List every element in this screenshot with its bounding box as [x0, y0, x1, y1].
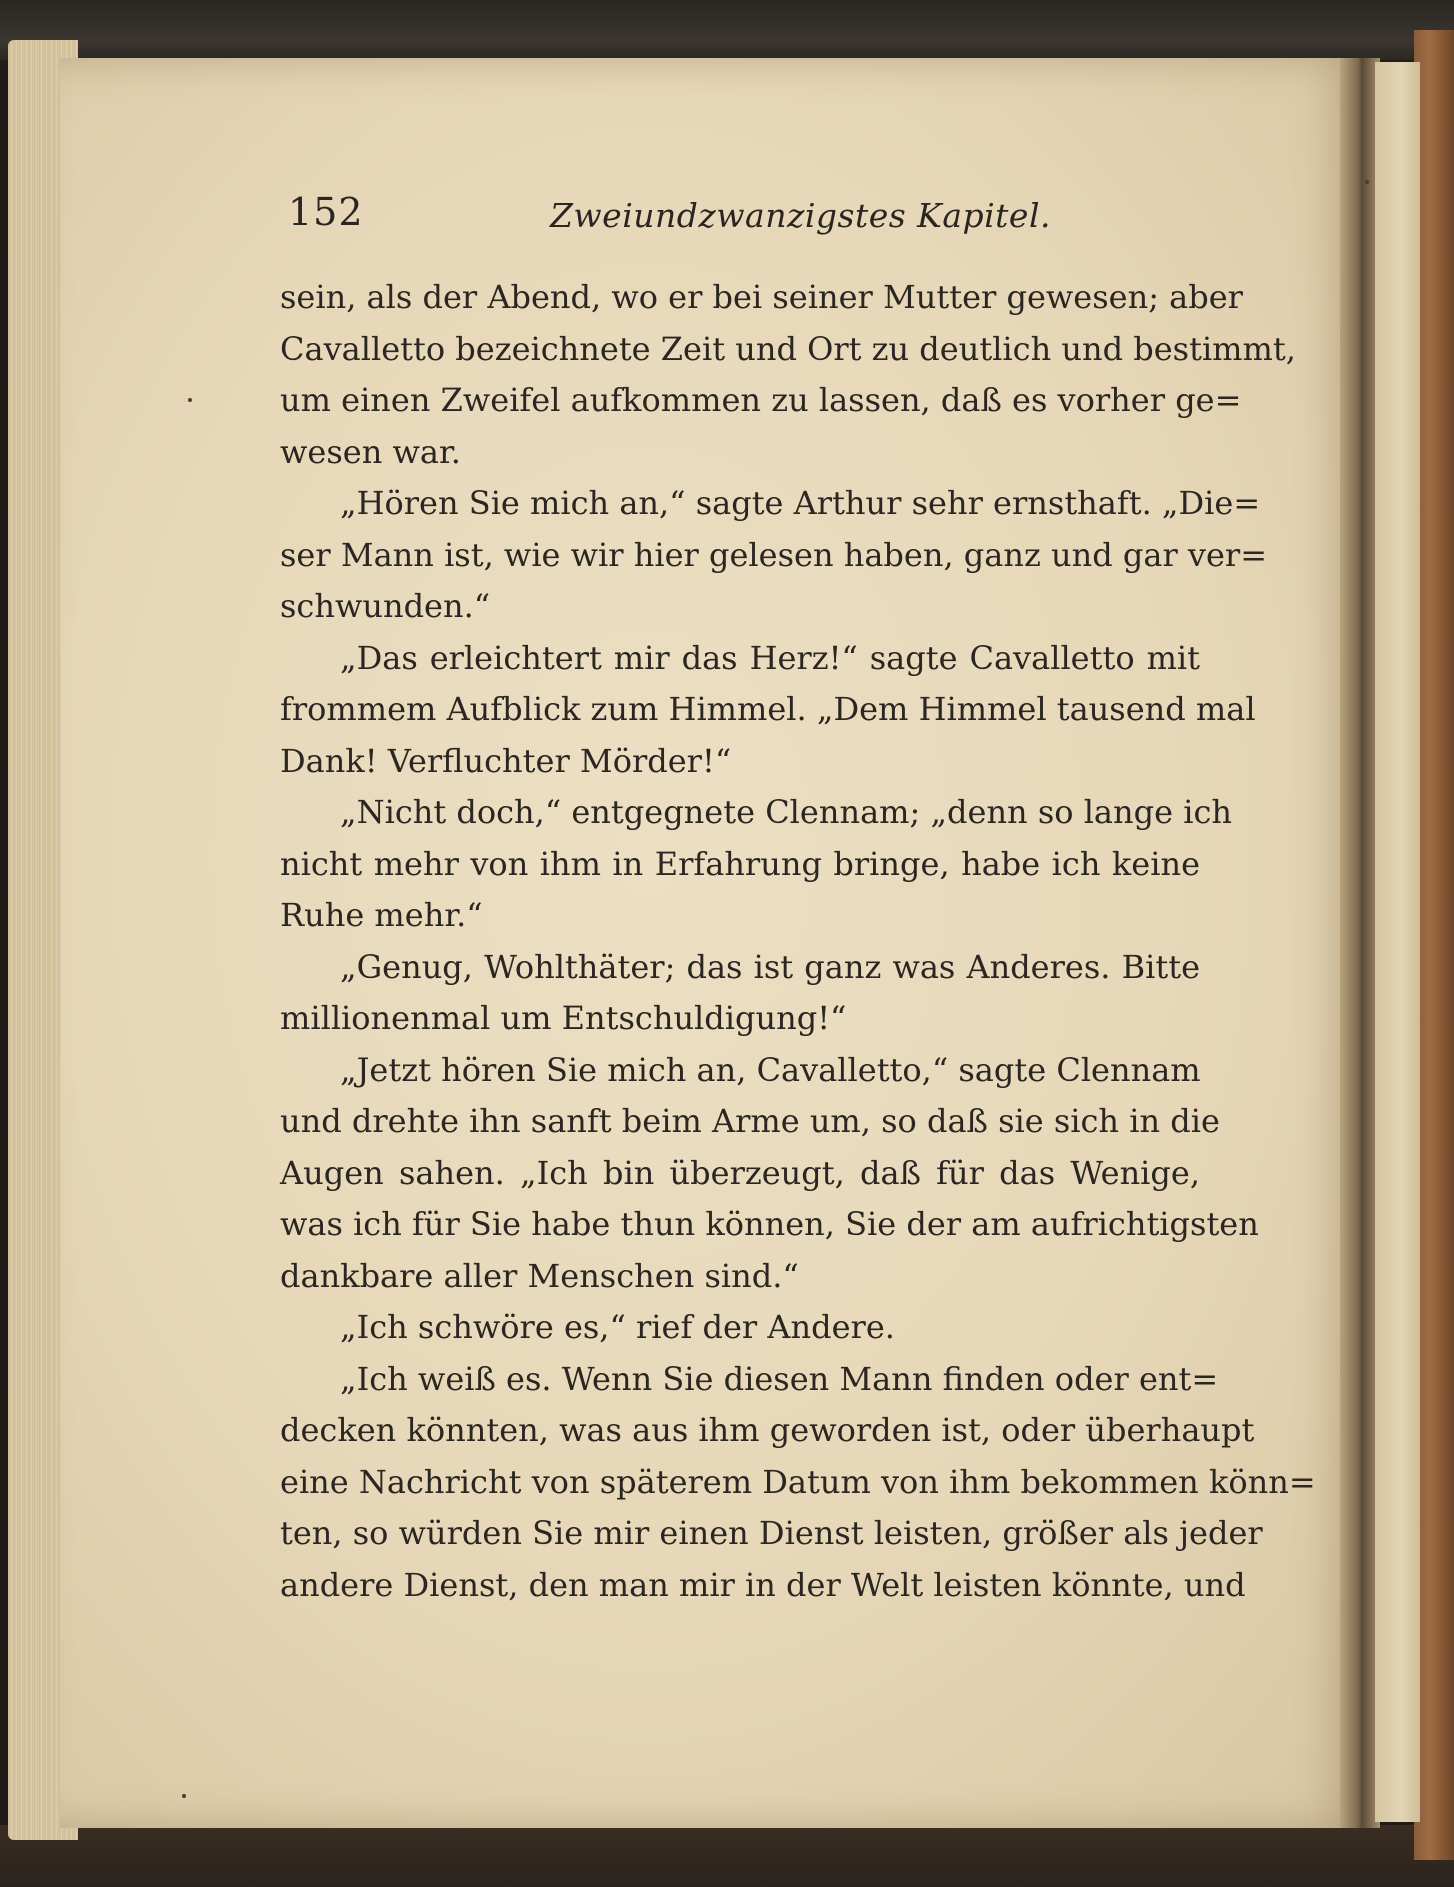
text-line: „Das erleichtert mir das Herz!“ sagte Cavalletto mit — [340, 638, 1200, 677]
text-line: nicht mehr von ihm in Erfahrung bringe, habe ich keine — [280, 844, 1200, 883]
running-head: Zweiundzwanzigstes Kapitel. — [550, 196, 1052, 235]
text-line: ser Mann ist, wie wir hier gelesen haben, ganz und gar ver= — [280, 535, 1268, 574]
text-line: schwunden.“ — [280, 587, 491, 625]
page-header — [288, 190, 1188, 250]
text-line: eine Nachricht von späterem Datum von ihm bekommen könn= — [280, 1462, 1316, 1501]
text-line: Augen sahen. „Ich bin überzeugt, daß für das Wenige, — [280, 1153, 1200, 1192]
text-line: „Nicht doch,“ entgegnete Clennam; „denn so lange ich — [340, 793, 1232, 831]
text-line: sein, als der Abend, wo er bei seiner Mutter gewesen; aber — [280, 278, 1243, 316]
text-line: andere Dienst, den man mir in der Welt leisten könnte, und — [280, 1565, 1246, 1604]
paper-speck — [1365, 180, 1369, 184]
text-line: „Ich weiß es. Wenn Sie diesen Mann finden oder ent= — [340, 1359, 1219, 1398]
gutter — [1340, 58, 1380, 1828]
paper-speck — [188, 398, 192, 402]
text-line: „Genug, Wohlthäter; das ist ganz was Anderes. Bitte — [340, 947, 1200, 986]
paper-speck — [182, 1794, 186, 1798]
text-line: was ich für Sie habe thun können, Sie der am aufrichtigsten — [280, 1205, 1259, 1243]
text-line: wesen war. — [280, 432, 461, 471]
binding-bottom — [0, 1825, 1454, 1887]
cover-edge — [1414, 30, 1454, 1860]
facing-page-edge — [1375, 62, 1420, 1822]
page-number: 152 — [288, 190, 364, 234]
text-line: dankbare aller Menschen sind.“ — [280, 1256, 799, 1295]
text-line: ten, so würden Sie mir einen Dienst leisten, größer als jeder — [280, 1514, 1263, 1552]
text-line: „Ich schwöre es,“ rief der Andere. — [340, 1308, 895, 1346]
text-line: millionenmal um Entschuldigung!“ — [280, 999, 847, 1037]
text-line: Dank! Verfluchter Mörder!“ — [280, 741, 732, 780]
binding-top — [0, 0, 1454, 60]
text-line: frommem Aufblick zum Himmel. „Dem Himmel tausend mal — [280, 690, 1256, 728]
text-line: Cavalletto bezeichnete Zeit und Ort zu deutlich und bestimmt, — [280, 329, 1296, 368]
text-line: und drehte ihn sanft beim Arme um, so daß sie sich in die — [280, 1102, 1220, 1140]
text-line: um einen Zweifel aufkommen zu lassen, daß es vorher ge= — [280, 381, 1242, 419]
text-line: decken könnten, was aus ihm geworden ist, oder überhaupt — [280, 1411, 1255, 1449]
body-text — [280, 272, 1316, 1611]
text-line: Ruhe mehr.“ — [280, 896, 483, 934]
text-line: „Hören Sie mich an,“ sagte Arthur sehr ernsthaft. „Die= — [340, 484, 1261, 522]
text-line: „Jetzt hören Sie mich an, Cavalletto,“ sagte Clennam — [340, 1050, 1201, 1089]
